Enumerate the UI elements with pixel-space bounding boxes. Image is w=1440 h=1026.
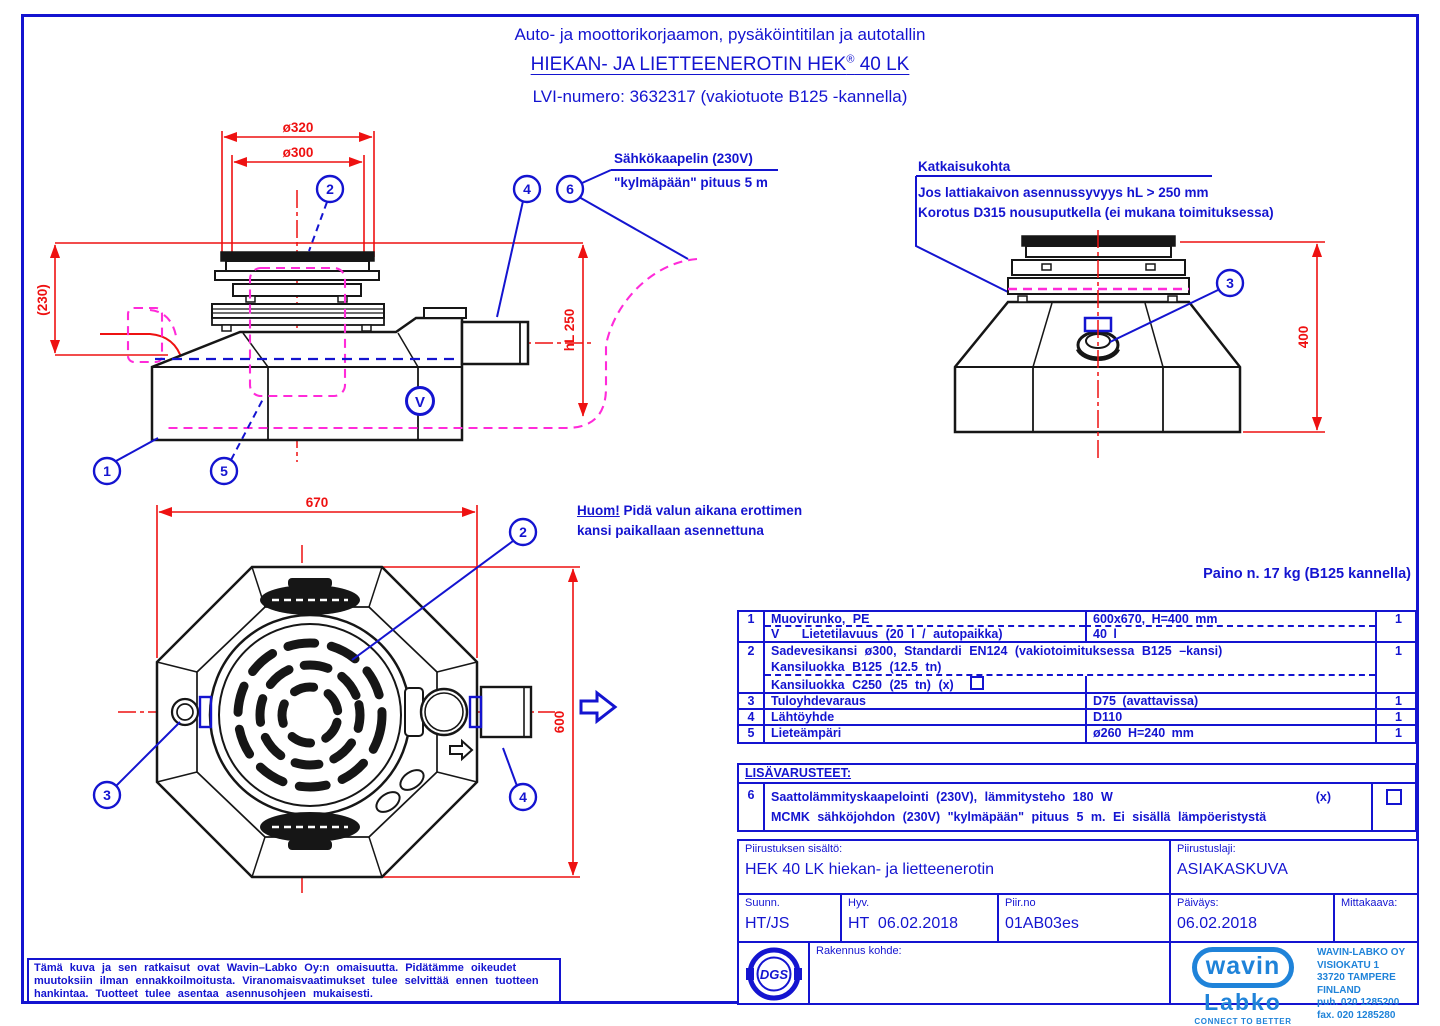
part-qty: 1 [1375, 612, 1415, 627]
volume-marker: V [414, 394, 426, 411]
casting-note: Huom! Pidä valun aikana erottimen kansi paikallaan asennettuna [577, 503, 803, 538]
part-desc: Muovirunko, PE [765, 612, 1085, 627]
dim-600-label: 600 [552, 710, 567, 734]
inlet-fitting [172, 699, 198, 725]
part-no: 3 [739, 694, 765, 708]
labko-logo-text: Labko [1204, 989, 1282, 1015]
part-desc: Lähtöyhde [771, 710, 835, 724]
balloon-3: 3 [1226, 275, 1234, 291]
top-view-drawing [90, 495, 665, 895]
part-no: 4 [739, 710, 765, 724]
accessory-desc: Saattolämmityskaapelointi (230V), lämmitysteho 180 W [771, 790, 1113, 804]
dim-400-label: 400 [1296, 325, 1311, 349]
cover-stack-side [212, 252, 384, 331]
cable-note-line2: "kylmäpään" pituus 5 m [614, 175, 768, 190]
table-row [739, 784, 1415, 830]
drawing-type: ASIAKASKUVA [1177, 861, 1288, 878]
certification-logo [739, 943, 808, 1004]
front-view-drawing [900, 150, 1425, 475]
dim-d320-label: ø320 [282, 120, 314, 135]
balloon-2-top: 2 [519, 524, 527, 540]
side-view-drawing [30, 115, 820, 500]
part-no: 2 [739, 643, 765, 660]
part-desc: Tuloyhdevaraus [771, 694, 866, 708]
part-value: D110 [1085, 710, 1375, 724]
dim-d300-label: ø300 [282, 145, 314, 160]
designer-value: HT/JS [745, 915, 790, 932]
parts-table [737, 610, 1417, 744]
sheet-header [21, 25, 1419, 107]
part-desc: Lieteämpäri [771, 726, 842, 740]
copyright-notice: Tämä kuva ja sen ratkaisut ovat Wavin–Labko Oy:n omaisuutta. Pidätämme oikeudet muutoksiin ilman ennakkoilmoitusta. Viranomaisvaatimukset tulee selvittää ennen tuotteen hankintaa. Tuotteet tulee asentaa asennusohjeen mukaisesti. [27, 958, 561, 1003]
part-qty: 1 [1375, 726, 1415, 742]
balloon-1: 1 [103, 463, 111, 479]
cable-note-line1: Sähkökaapelin (230V) [614, 151, 753, 166]
logo-tagline: CONNECT TO BETTER [1194, 1017, 1292, 1026]
drawing-no-value: 01AB03es [1005, 915, 1079, 932]
table-row [739, 643, 1415, 660]
accessory-mark: (x) [1315, 790, 1331, 804]
part-no: 5 [739, 726, 765, 742]
note-emphasis: Huom! [577, 503, 620, 518]
heating-cable-checkbox[interactable] [1386, 789, 1402, 805]
dim-230-label: (230) [35, 284, 50, 316]
cutpoint-note1: Jos lattiakaivon asennussyvyys hL > 250 mm [918, 185, 1209, 200]
content-label: Piirustuksen sisältö: [745, 843, 843, 855]
dim-670-label: 670 [305, 495, 329, 510]
wavin-labko-logo [1175, 945, 1311, 1026]
table-row [739, 660, 1415, 676]
dgs-logo [745, 946, 803, 1002]
part-qty: 1 [1375, 710, 1415, 724]
title-line2: HIEKAN- JA LIETTEENEROTIN HEK® 40 LK [530, 54, 910, 76]
table-row [739, 676, 1415, 694]
balloon-3-top: 3 [103, 787, 111, 803]
title-block [737, 839, 1419, 1026]
table-row [739, 612, 1415, 627]
drawing-content: HEK 40 LK hiekan- ja lietteenerotin [745, 861, 995, 878]
type-label: Piirustuslaji: [1177, 843, 1236, 855]
company-address: WAVIN-LABKO OY VISIOKATU 1 33720 TAMPERE FINLAND puh. 020 1285200 fax. 020 1285280 [1317, 947, 1406, 1021]
cover-class-c250-checkbox[interactable] [970, 676, 984, 690]
part-desc: Kansiluokka C250 (25 tn) (x) [765, 676, 1085, 692]
title-line1: Auto- ja moottorikorjaamon, pysäköintitilan ja autotallin [514, 25, 926, 44]
scale-label: Mittakaava: [1341, 897, 1398, 909]
accessories-header: LISÄVARUSTEET: [739, 765, 1415, 784]
site-label: Rakennus kohde: [816, 945, 902, 957]
part-qty: 1 [1375, 643, 1415, 660]
accessory-desc2: MCMK sähköjohdon (230V) "kylmäpään" pituus 5 m. Ei sisällä lämpöeristystä [771, 810, 1267, 824]
part-value: D75 (avattavissa) [1085, 694, 1375, 708]
balloon-4: 4 [523, 181, 531, 197]
balloon-2: 2 [326, 181, 334, 197]
weight-note: Paino n. 17 kg (B125 kannella) [1203, 566, 1411, 582]
part-value: ø260 H=240 mm [1085, 726, 1375, 742]
grate-cover [210, 615, 410, 815]
part-value: 600x670, H=400 mm [1085, 612, 1375, 627]
flow-direction-arrow [581, 693, 615, 721]
table-row [739, 694, 1415, 710]
approved-value: HT 06.02.2018 [848, 915, 959, 932]
part-desc: Kansiluokka B125 (12.5 tn) [765, 660, 1375, 676]
title-line3: LVI-numero: 3632317 (vakiotuote B125 -kannella) [532, 87, 908, 107]
designer-label: Suunn. [745, 897, 780, 909]
balloon-5: 5 [220, 463, 228, 479]
svg-text:DGS: DGS [759, 966, 788, 982]
wavin-logo-text: wavin [1192, 947, 1294, 988]
balloon-6: 6 [566, 181, 574, 197]
accessories-table [737, 763, 1417, 832]
part-desc: Sadevesikansi ø300, Standardi EN124 (vakiotoimituksessa B125 –kansi) [771, 644, 1223, 658]
part-no: 6 [739, 784, 765, 830]
date-value: 06.02.2018 [1177, 915, 1258, 932]
table-row [739, 710, 1415, 726]
date-label: Päiväys: [1177, 897, 1219, 909]
part-value: 40 l [1085, 627, 1375, 641]
cutpoint-title: Katkaisukohta [918, 159, 1011, 174]
table-row [739, 726, 1415, 742]
dim-hl250-label: hL 250 [562, 308, 577, 352]
part-desc: V Lietetilavuus (20 l / autopaikka) [771, 627, 1003, 641]
drawing-no-label: Piir.no [1005, 897, 1036, 909]
approved-label: Hyv. [848, 897, 870, 909]
table-row [739, 627, 1415, 643]
separator-side-body [152, 308, 528, 440]
cutpoint-note2: Korotus D315 nousuputkella (ei mukana toimituksessa) [918, 205, 1274, 220]
balloon-4-top: 4 [519, 789, 527, 805]
part-no: 1 [739, 612, 765, 627]
part-qty: 1 [1375, 694, 1415, 708]
